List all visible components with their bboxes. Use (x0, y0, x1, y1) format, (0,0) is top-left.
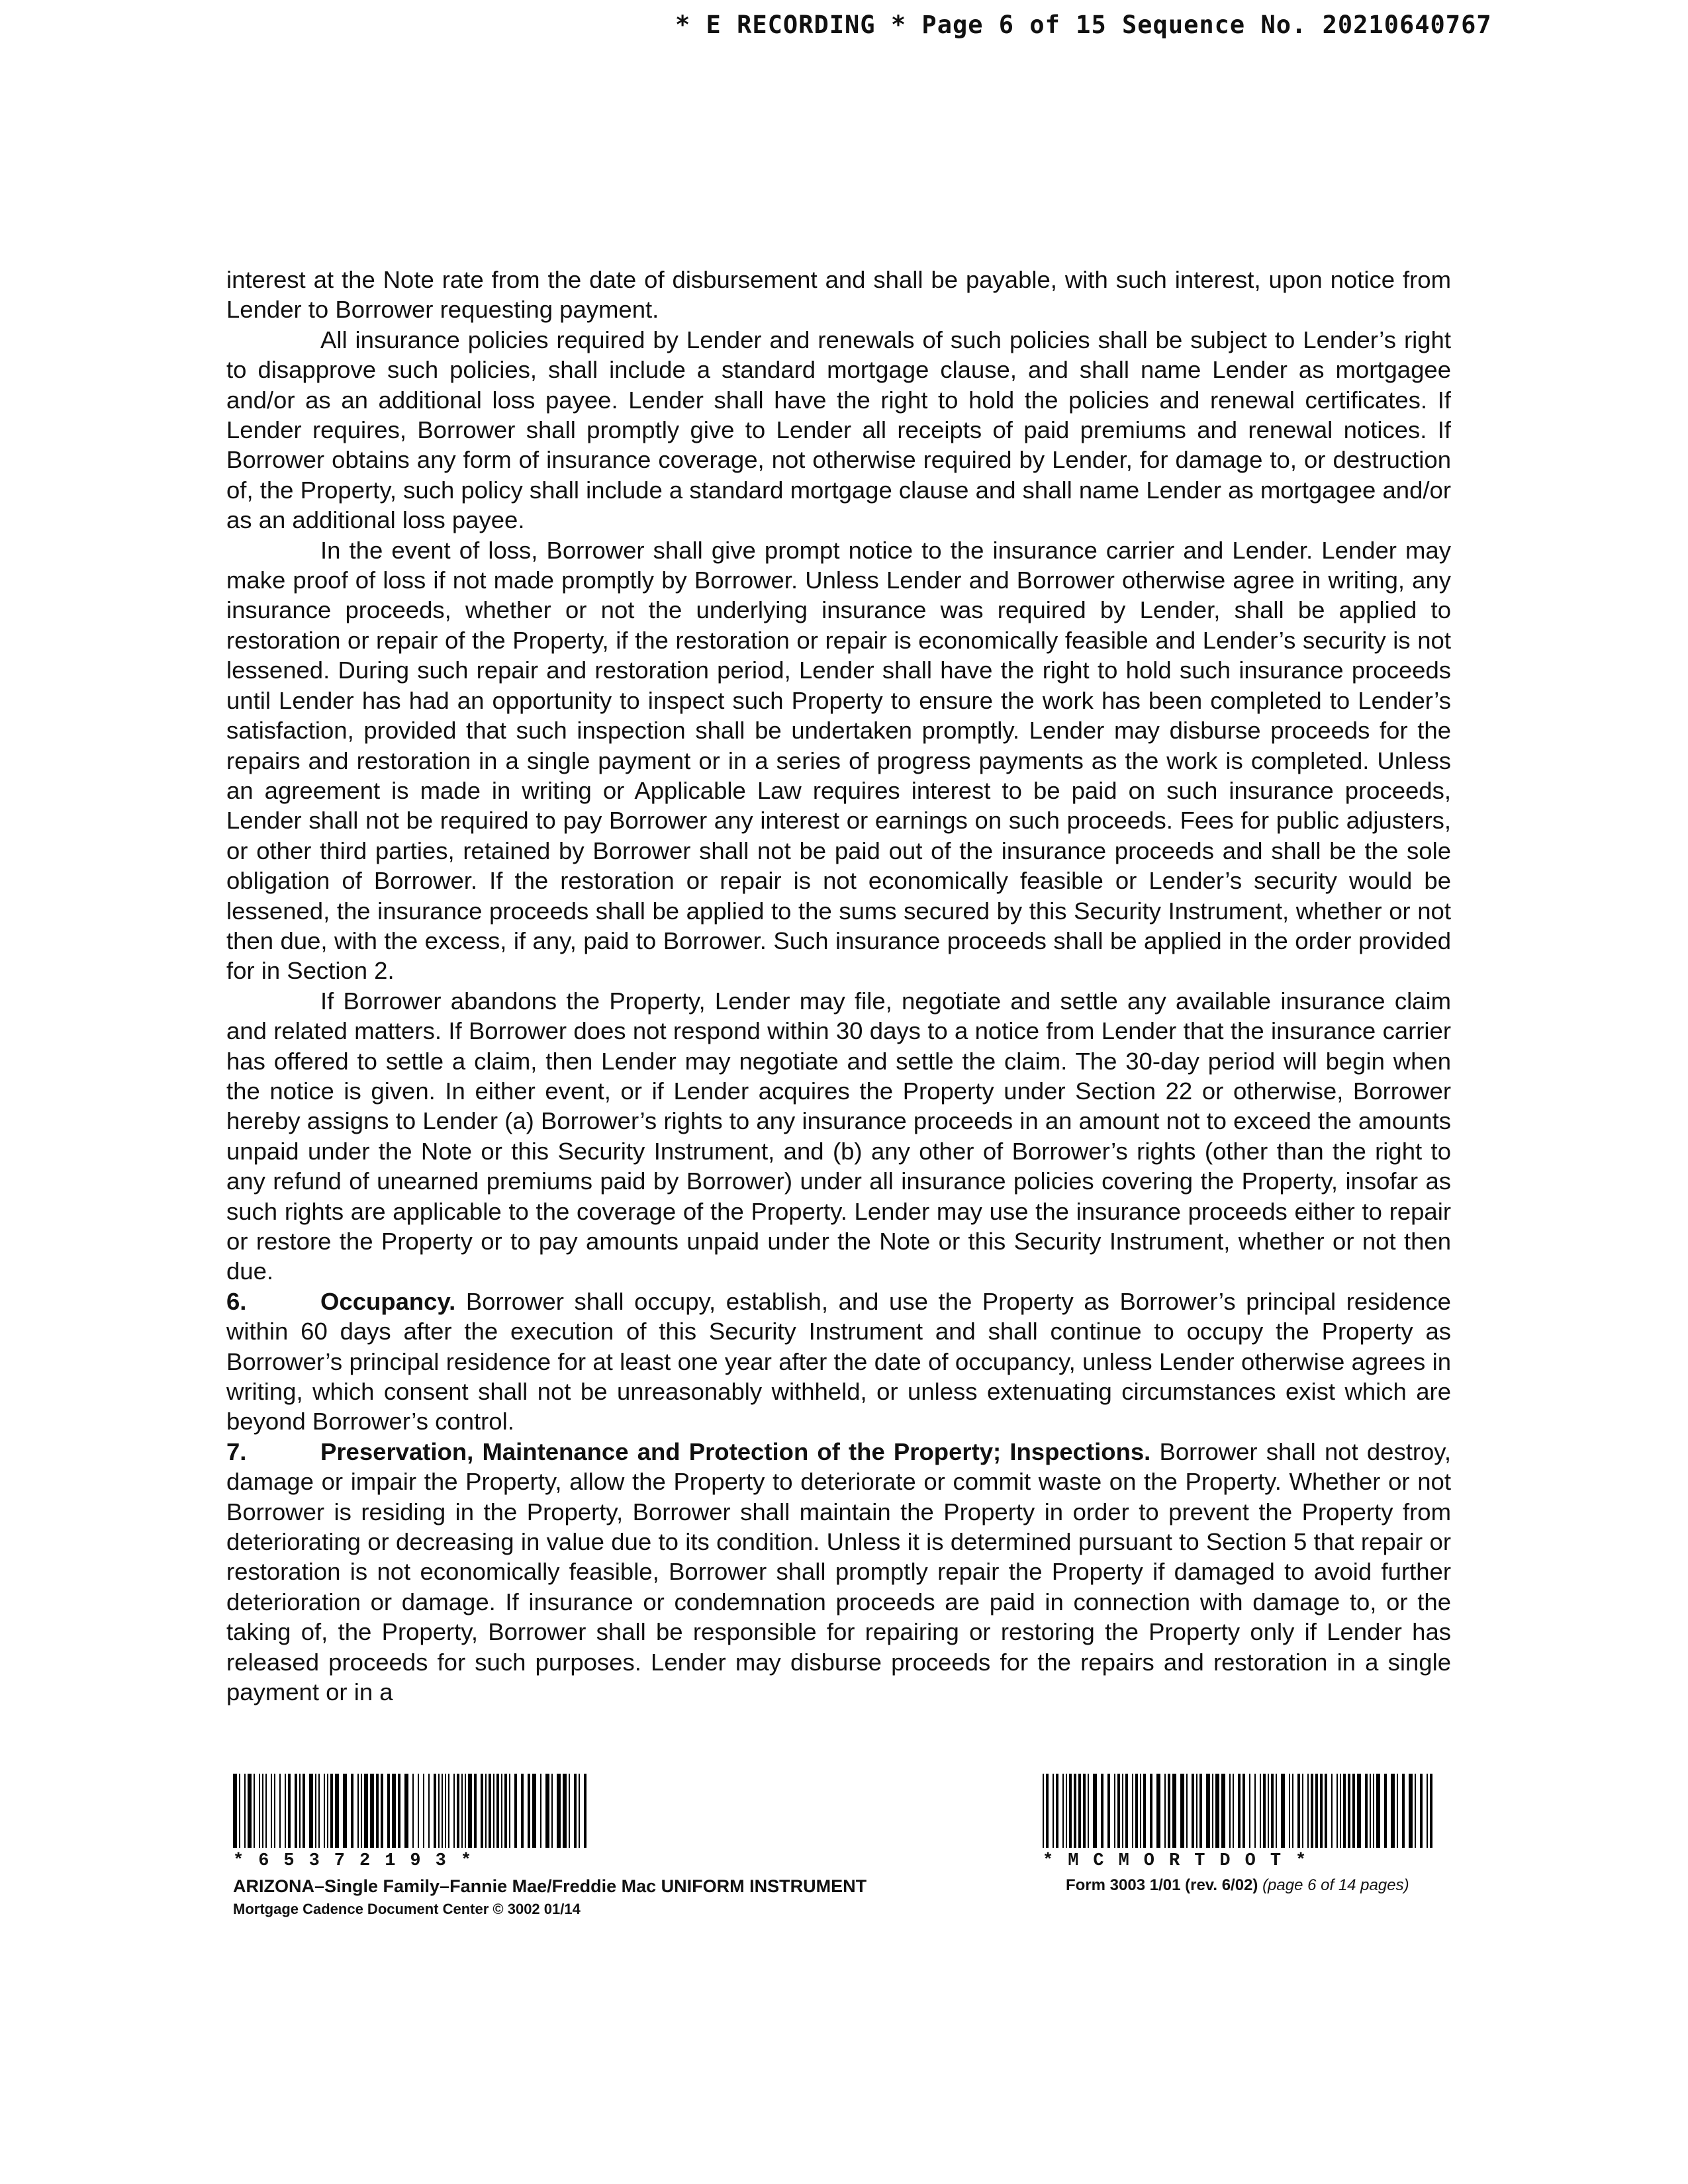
barcode-bar (1292, 1774, 1293, 1848)
barcode-bar (1062, 1774, 1064, 1848)
barcode-bar (1046, 1774, 1049, 1848)
footer-form-number: Form 3003 1/01 (rev. 6/02) (1066, 1876, 1258, 1894)
barcode-bar (418, 1774, 419, 1848)
barcode-bar (1135, 1774, 1138, 1848)
barcode-bar (274, 1774, 275, 1848)
barcode-bar (1302, 1774, 1303, 1848)
barcode-bar (1074, 1774, 1076, 1848)
barcode-bar (239, 1774, 240, 1848)
barcode-bar (1199, 1774, 1202, 1848)
barcode-bar (315, 1774, 316, 1848)
barcode-bar (1397, 1774, 1398, 1848)
footer-instrument-title: ARIZONA–Single Family–Fannie Mae/Freddie Mac UNIFORM INSTRUMENT (233, 1876, 867, 1896)
barcode-bar (474, 1774, 477, 1848)
barcode-bar (1370, 1774, 1371, 1848)
barcode-bar (1402, 1774, 1405, 1848)
barcode-bar (1212, 1774, 1213, 1848)
barcode-bar (1156, 1774, 1160, 1848)
barcode-bar (1254, 1774, 1256, 1848)
barcode-bar (521, 1774, 524, 1848)
barcode-bar (1196, 1774, 1197, 1848)
section-7-number: 7. (226, 1437, 247, 1465)
paragraph-interest: interest at the Note rate from the date of disbursement and shall be payable, with such interest, upon notice from Lender to Borrower requesting payment. (226, 266, 1451, 324)
barcode-bar (434, 1774, 436, 1848)
paragraph-event-of-loss: In the event of loss, Borrower shall give prompt notice to the insurance carrier and Lender. Lender may make proof of loss if not made promptly by Borrower. Unless Lender and Borrower otherwise agree in writing, any insurance proceeds, whether or not the underlying insurance was required by Lender, shall be applied to restoration or repair of the Property, if the restoration or repair is economically feasible and Lender’s security is not lessened. During such repair and restoration period, Lender shall have the right to hold such insurance proceeds until Lender has had an opportunity to inspect such Property to ensure the work has been completed to Lender’s satisfaction, provided that such inspection shall be undertaken promptly. Lender may disburse proceeds for the repairs and restoration in a single payment or in a series of progress payments as the work is completed. Unless an agreement is made in writing or Applicable Law requires interest to be paid on such insurance proceeds, Lender shall not be required to pay Borrower any interest or earnings on such proceeds. Fees for public adjusters, or other third parties, retained by Borrower shall not be paid out of the insurance proceeds and shall be the sole obligation of Borrower. If the restoration or repair is not economically feasible or Lender’s security would be lessened, the insurance proceeds shall be applied to the sums secured by this Security Instrument, whether or not then due, with the excess, if any, paid to Borrower. Such insurance proceeds shall be applied in the order provided for in Section 2. (226, 536, 1451, 985)
barcode-bar (309, 1774, 313, 1848)
footer-instrument-info (233, 1876, 1027, 1918)
barcode-bar (532, 1774, 536, 1848)
barcode-bar (1168, 1774, 1170, 1848)
barcode-bar (392, 1774, 396, 1848)
barcode-bar (1053, 1774, 1054, 1848)
barcode-bar (504, 1774, 507, 1848)
barcode-bar (1164, 1774, 1166, 1848)
barcode-bar (584, 1774, 586, 1848)
barcode-bar (1260, 1774, 1261, 1848)
barcode-bar (1420, 1774, 1423, 1848)
barcode-bar (1297, 1774, 1300, 1848)
barcode-bar (442, 1774, 443, 1848)
section-6-title: Occupancy. (320, 1287, 456, 1315)
barcode-left-bars (233, 1774, 597, 1850)
barcode-bar (448, 1774, 449, 1848)
barcode-bar (1325, 1774, 1327, 1848)
barcode-bar (1172, 1774, 1176, 1848)
barcode-bar (574, 1774, 577, 1848)
footer-page-count: (page 6 of 14 pages) (1262, 1876, 1409, 1894)
barcode-bar (1320, 1774, 1323, 1848)
barcode-bar (387, 1774, 390, 1848)
barcode-bar (1043, 1774, 1044, 1848)
barcode-bar (1186, 1774, 1188, 1848)
barcode-bar (501, 1774, 502, 1848)
barcode-bar (514, 1774, 517, 1848)
barcode-bar (1101, 1774, 1103, 1848)
barcode-bar (1249, 1774, 1250, 1848)
barcode-bar (404, 1774, 408, 1848)
barcode-bar (1117, 1774, 1120, 1848)
barcode-bar (1143, 1774, 1146, 1848)
barcode-bar (1268, 1774, 1269, 1848)
barcode-bar (1384, 1774, 1387, 1848)
barcode-bar (318, 1774, 320, 1848)
document-body (226, 265, 1451, 1707)
barcode-bar (1206, 1774, 1210, 1848)
barcode-bar (1373, 1774, 1374, 1848)
barcode-bar (1276, 1774, 1277, 1848)
barcode-bar (1376, 1774, 1380, 1848)
barcode-bar (412, 1774, 414, 1848)
barcode-bar (1331, 1774, 1333, 1848)
section-7-text: Borrower shall not destroy, damage or impair the Property, allow the Property to deteriorate or commit waste on the Property. Whether or not Borrower is residing in the Property, Borrower shall maintain the Property in order to prevent the Property from deteriorating or decreasing in value due to its condition. Unless it is determined pursuant to Section 5 that repair or restoration is not economically feasible, Borrower shall promptly repair the Property if damaged to avoid further deterioration or damage. If insurance or condemnation proceeds are paid in connection with damage to, or the taking of, the Property, Borrower shall be responsible for repairing or restoring the Property only if Lender has released proceeds for such purposes. Lender may disburse proceeds for the repairs and restoration in a single payment or in a (226, 1437, 1451, 1706)
barcode-bar (295, 1774, 297, 1848)
barcode-bar (569, 1774, 570, 1848)
section-6-number: 6. (226, 1287, 247, 1315)
barcode-bar (324, 1774, 325, 1848)
barcode-bar (545, 1774, 549, 1848)
barcode-bar (1427, 1774, 1428, 1848)
recording-header: * E RECORDING * Page 6 of 15 Sequence No. 20210640767 (675, 11, 1492, 39)
barcode-bar (1066, 1774, 1067, 1848)
barcode-bar (1114, 1774, 1115, 1848)
barcode-bar (1415, 1774, 1416, 1848)
barcode-bar (438, 1774, 440, 1848)
barcode-bar (496, 1774, 499, 1848)
barcode-bar (299, 1774, 301, 1848)
barcode-bar (465, 1774, 466, 1848)
barcode-bar (1263, 1774, 1266, 1848)
barcode-bar (1122, 1774, 1123, 1848)
barcode-bar (381, 1774, 383, 1848)
barcode-bar (1391, 1774, 1395, 1848)
barcode-bar (557, 1774, 561, 1848)
barcode-bar (579, 1774, 580, 1848)
barcode-bar (361, 1774, 362, 1848)
barcode-bar (453, 1774, 455, 1848)
barcode-bar (1336, 1774, 1338, 1848)
barcode-bar (244, 1774, 246, 1848)
barcode-bar (1409, 1774, 1413, 1848)
barcode-bar (1307, 1774, 1309, 1848)
barcode-bar (551, 1774, 553, 1848)
barcode-bar (1311, 1774, 1313, 1848)
section-7-preservation (226, 1437, 1451, 1707)
barcode-bar (1088, 1774, 1089, 1848)
footer-form-info (1066, 1876, 1542, 1895)
barcode-bar (303, 1774, 305, 1848)
barcode-bar (461, 1774, 463, 1848)
barcode-bar (1132, 1774, 1133, 1848)
barcode-bar (1365, 1774, 1368, 1848)
barcode-bar (563, 1774, 567, 1848)
barcode-bar (351, 1774, 353, 1848)
barcode-bar (262, 1774, 263, 1848)
barcode-bar (398, 1774, 400, 1848)
barcode-bar (485, 1774, 487, 1848)
barcode-bar (1180, 1774, 1184, 1848)
barcode-right-bars (1043, 1774, 1440, 1850)
barcode-bar (1125, 1774, 1128, 1848)
paragraph-insurance-policies: All insurance policies required by Lender and renewals of such policies shall be subject to Lender’s right to disapprove such policies, shall include a standard mortgage clause, and shall name Lender as mortgagee and/or as an additional loss payee. Lender shall have the right to hold the policies and renewal certificates. If Lender requires, Borrower shall promptly give to Lender all receipts of paid premiums and renewal notices. If Borrower obtains any form of insurance coverage, not otherwise required by Lender, for damage to, or destruction of, the Property, such policy shall include a standard mortgage clause and shall name Lender as mortgagee and/or as an additional loss payee. (226, 326, 1451, 534)
barcode-bar (364, 1774, 368, 1848)
barcode-left-caption: *65372193* (233, 1851, 487, 1871)
barcode-bar (1271, 1774, 1274, 1848)
barcode-bar (1215, 1774, 1219, 1848)
barcode-bar (330, 1774, 333, 1848)
barcode-bar (1243, 1774, 1245, 1848)
barcode-bar (1150, 1774, 1152, 1848)
barcode-left (233, 1774, 597, 1871)
barcode-bar (370, 1774, 374, 1848)
barcode-bar (1069, 1774, 1072, 1848)
barcode-bar (1357, 1774, 1361, 1848)
barcode-bar (376, 1774, 379, 1848)
barcode-bar (493, 1774, 494, 1848)
barcode-bar (1233, 1774, 1234, 1848)
barcode-bar (1289, 1774, 1290, 1848)
barcode-bar (259, 1774, 260, 1848)
footer-doc-center: Mortgage Cadence Document Center © 3002 01/14 (233, 1901, 581, 1917)
barcode-bar (1107, 1774, 1110, 1848)
barcode-bar (1192, 1774, 1194, 1848)
barcode-bar (1343, 1774, 1346, 1848)
barcode-bar (423, 1774, 424, 1848)
barcode-bar (357, 1774, 359, 1848)
barcode-bar (254, 1774, 255, 1848)
section-6-text: Borrower shall occupy, establish, and use the Property as Borrower’s principal residence within 60 days after the execution of this Security Instrument and shall continue to occupy the Property as Borrower’s principal residence for at least one year after the date of occupancy, unless Lender otherwise agrees in writing, which consent shall not be unreasonably withheld, or unless extenuating circumstances exist which are beyond Borrower’s control. (226, 1287, 1451, 1435)
barcode-bar (1315, 1774, 1318, 1848)
section-6-occupancy (226, 1287, 1451, 1437)
barcode-bar (1083, 1774, 1086, 1848)
barcode-bar (1348, 1774, 1350, 1848)
barcode-bar (509, 1774, 510, 1848)
barcode-bar (279, 1774, 281, 1848)
section-7-title: Preservation, Maintenance and Protection of the Property; Inspections. (320, 1437, 1151, 1465)
barcode-bar (481, 1774, 483, 1848)
barcode-bar (489, 1774, 491, 1848)
barcode-bar (1140, 1774, 1141, 1848)
barcode-bar (1056, 1774, 1058, 1848)
barcode-bar (468, 1774, 472, 1848)
barcode-bar (1430, 1774, 1432, 1848)
paragraph-abandonment: If Borrower abandons the Property, Lender may file, negotiate and settle any available insurance claim and related matters. If Borrower does not respond within 30 days to a notice from Lender that the insurance carrier has offered to settle a claim, then Lender may negotiate and settle the claim. The 30-day period will begin when the notice is given. In either event, or if Lender acquires the Property under Section 22 or otherwise, Borrower hereby assigns to Lender (a) Borrower’s rights to any insurance proceeds in an amount not to exceed the amounts unpaid under the Note or this Security Instrument, and (b) any other of Borrower’s rights (other than the right to any refund of unearned premiums paid by Borrower) under all insurance policies covering the Property, insofar as such rights are applicable to the coverage of the Property. Lender may use the insurance proceeds either to repair or restore the Property or to pay amounts unpaid under the Note or this Security Instrument, whether or not then due. (226, 987, 1451, 1285)
barcode-bar (265, 1774, 267, 1848)
barcode-bar (1238, 1774, 1241, 1848)
barcode-bar (248, 1774, 252, 1848)
barcode-right (1043, 1774, 1440, 1871)
barcode-bar (1093, 1774, 1097, 1848)
barcode-bar (327, 1774, 328, 1848)
barcode-right-caption: *MCMORTDOT* (1043, 1851, 1321, 1871)
barcode-bar (335, 1774, 339, 1848)
barcode-bar (271, 1774, 272, 1848)
barcode-bar (1229, 1774, 1231, 1848)
barcode-bar (343, 1774, 347, 1848)
barcode-bar (1078, 1774, 1081, 1848)
barcode-bar (288, 1774, 291, 1848)
barcode-bar (540, 1774, 541, 1848)
barcode-bar (1281, 1774, 1285, 1848)
barcode-bar (428, 1774, 430, 1848)
barcode-bar (457, 1774, 459, 1848)
barcode-bar (1340, 1774, 1341, 1848)
barcode-bar (1221, 1774, 1225, 1848)
barcode-bar (1352, 1774, 1355, 1848)
barcode-bar (233, 1774, 237, 1848)
barcode-bar (445, 1774, 446, 1848)
barcode-bar (528, 1774, 530, 1848)
barcode-bar (285, 1774, 286, 1848)
